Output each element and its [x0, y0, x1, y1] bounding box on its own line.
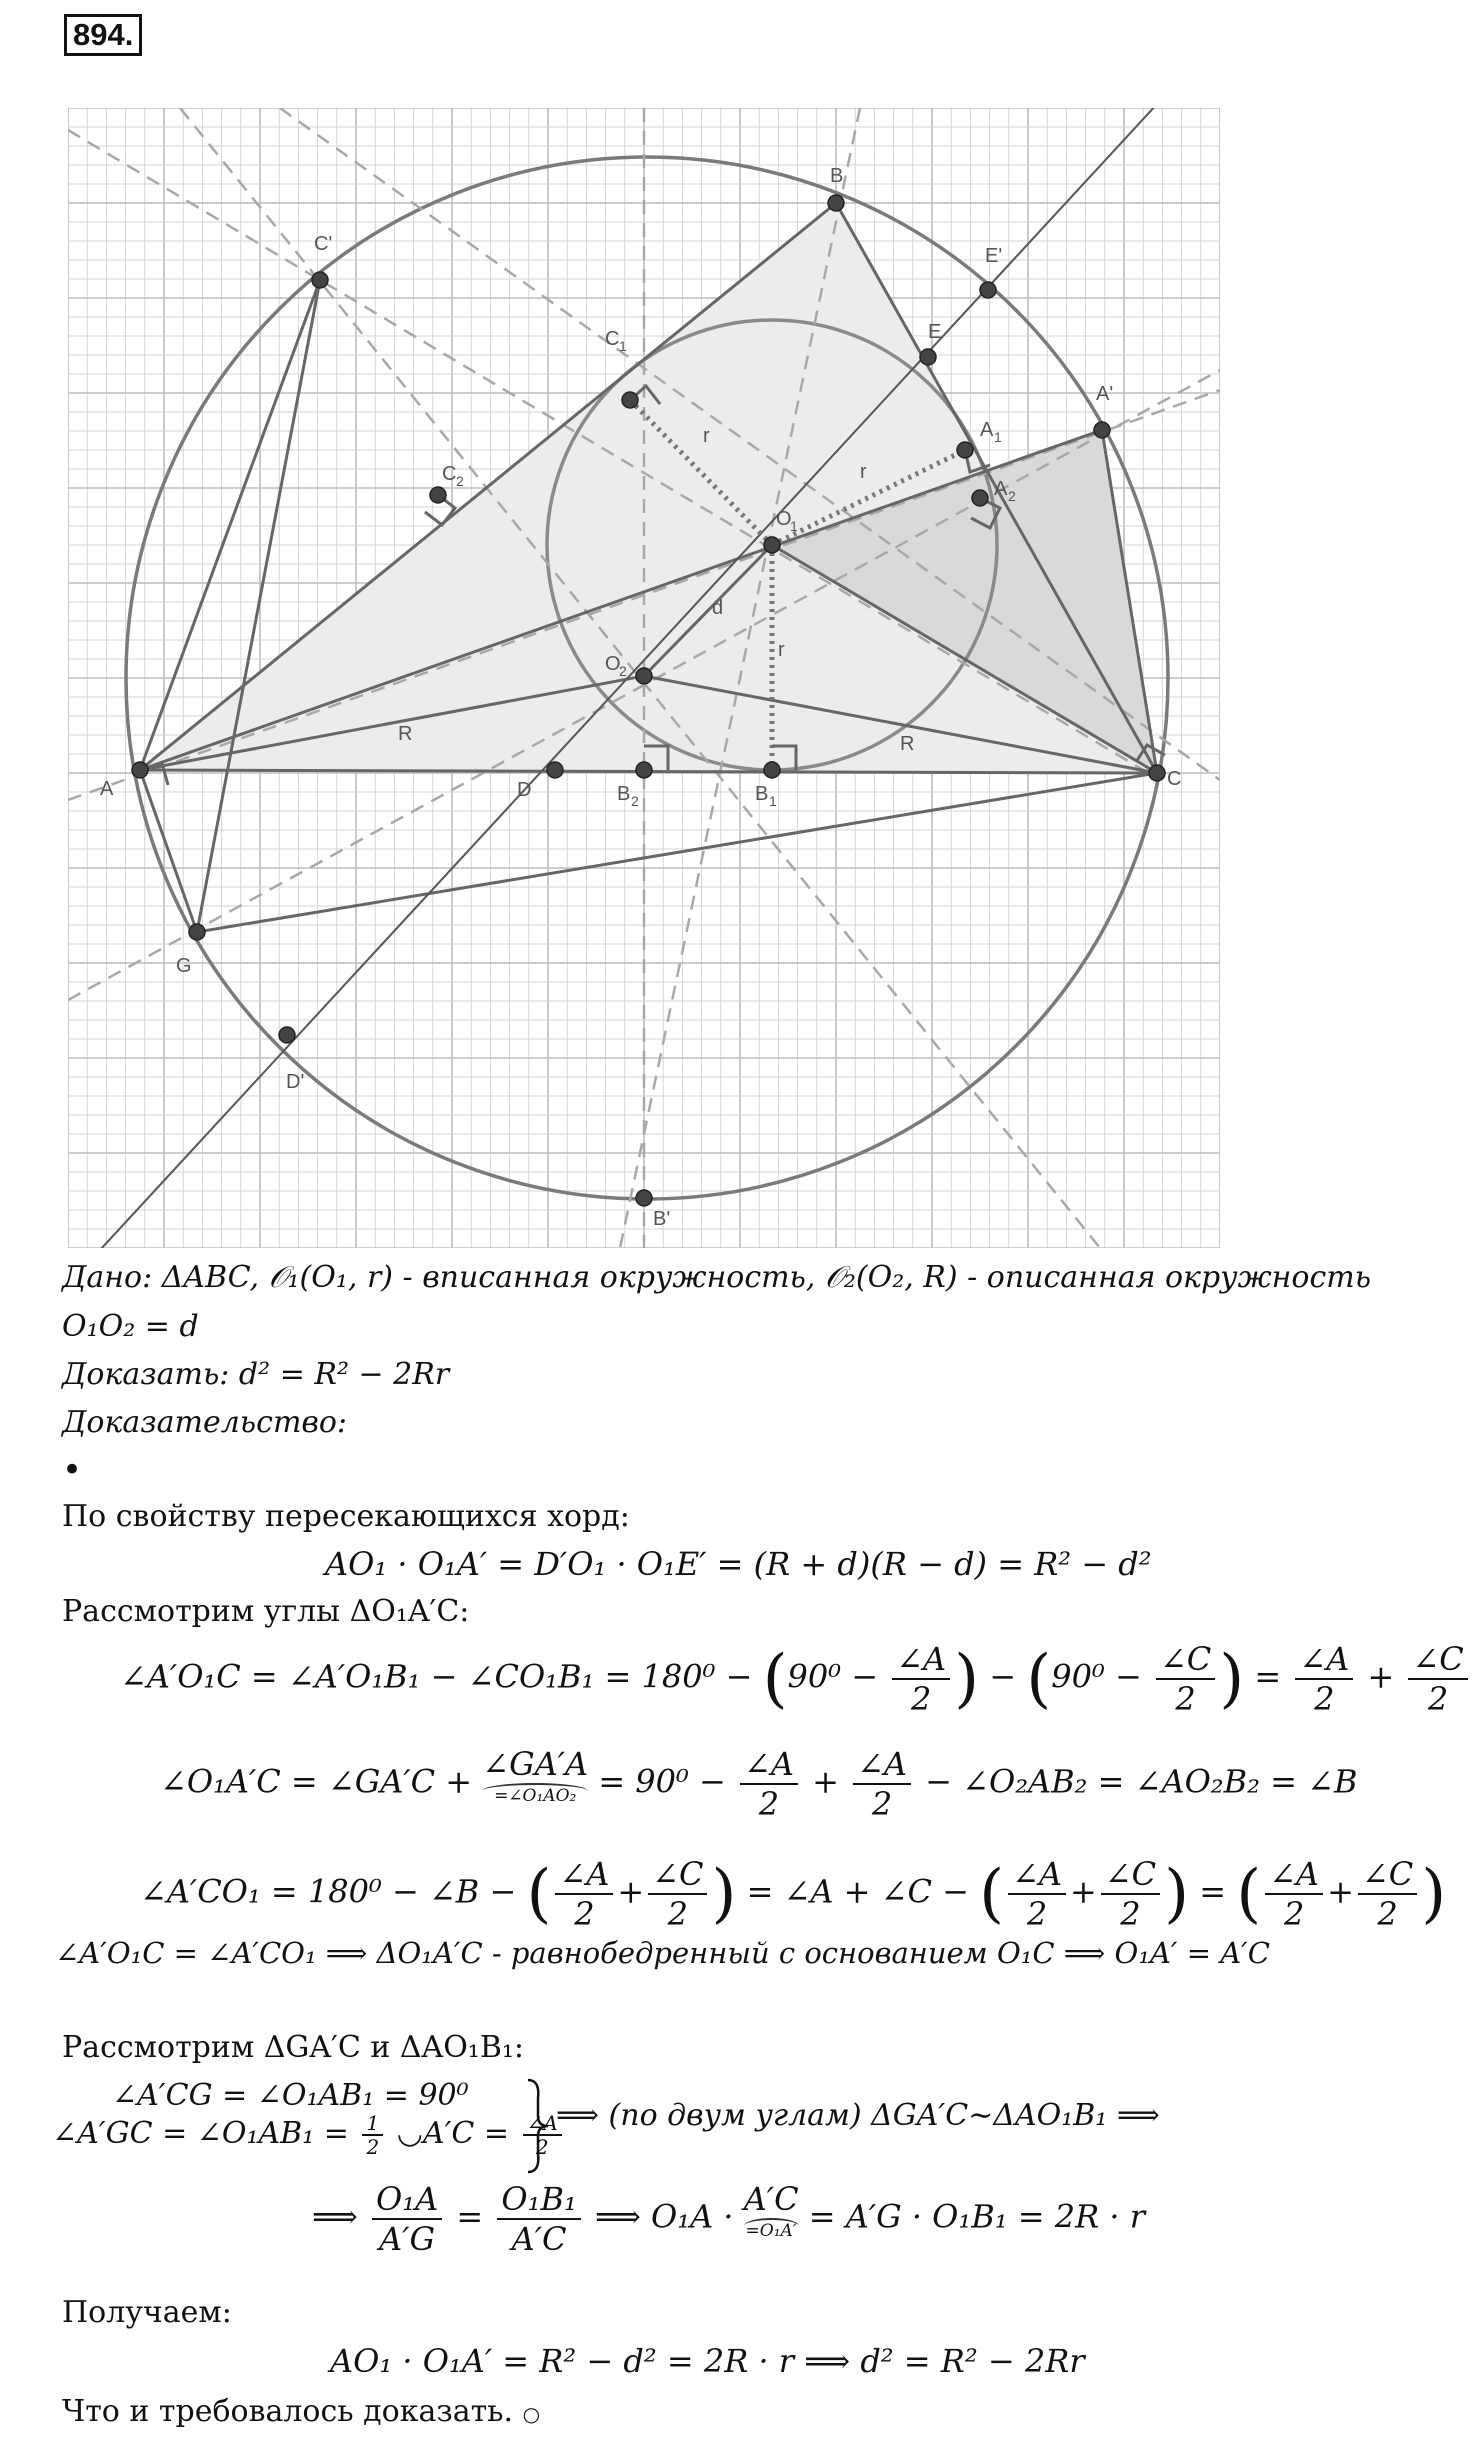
eq3-plus2: + [1069, 1872, 1097, 1911]
eq3-plus3: + [1327, 1872, 1354, 1911]
final-equation: AO₁ · O₁A′ = R² − d² = 2R · r ⟹ d² = R² − 2Rr [330, 2342, 1085, 2380]
eq1-equals: = [1254, 1657, 1282, 1696]
eq2-frac2-num: ∠A [853, 1745, 911, 1785]
point-e [920, 349, 936, 365]
ratio-frac1-num: O₁A [372, 2180, 442, 2220]
eq3-frac3-num: ∠A [1008, 1855, 1066, 1895]
label-b2-sub: 2 [631, 793, 639, 809]
point-a2 [972, 490, 988, 506]
ratio-frac1-den: A′G [379, 2220, 436, 2258]
point-d [547, 762, 563, 778]
obtain-line: Получаем: [62, 2295, 232, 2330]
qed-mark: ○ [522, 2402, 541, 2426]
system-line-1: ∠A′CG = ∠O₁AB₁ = 90⁰ [112, 2078, 469, 2113]
eq1-mid2: 90⁰ − [1051, 1657, 1142, 1696]
eq2-frac2-den: 2 [871, 1785, 893, 1823]
equation-2 [160, 1745, 1357, 1823]
consider-angles-line: Рассмотрим углы ΔO₁A′C: [62, 1594, 470, 1629]
eq2-note: =∠O₁AO₂ [482, 1783, 588, 1805]
eq1-frac1-num: ∠A [892, 1640, 950, 1680]
eq3-left: ∠A′CO₁ = 180⁰ − ∠B − [140, 1872, 517, 1911]
label-b: B [830, 165, 844, 187]
label-c1-sub: 1 [619, 338, 627, 354]
sys2-half-den: 2 [366, 2135, 380, 2159]
eq2-plus: + [812, 1762, 839, 1801]
eq3-frac4-num: ∠C [1101, 1855, 1160, 1895]
equation-1: ∠A′O₁C = ∠A′O₁B₁ − ∠CO₁B₁ = 180⁰ − (90⁰ − $\frac{\angle A}{2}$ ) − (90⁰ − $\frac{\angle C}{2}$ ) = $\frac{\angle A}{2}$ + $\frac{\angle C}{2}$ [120, 1640, 1472, 1718]
sys2-frac-den: 2 [535, 2135, 549, 2159]
proof-heading: Доказательство: [62, 1405, 348, 1440]
label-b2: B [617, 783, 631, 805]
eq3-frac2-den: 2 [667, 1895, 688, 1933]
label-a2-sub: 2 [1008, 488, 1016, 504]
eq3-frac2-num: ∠C [648, 1855, 707, 1895]
label-b1-sub: 1 [769, 793, 777, 809]
label-d-prime: D' [286, 1071, 305, 1093]
bullet: • [62, 1450, 83, 1490]
chords-equation: AO₁ · O₁A′ = D′O₁ · O₁E′ = (R + d)(R − d) = R² − d² [325, 1545, 1152, 1583]
label-a-prime: A' [1096, 383, 1114, 405]
eq2-mid: = 90⁰ − [598, 1762, 726, 1801]
ratio-note: =O₁A′ [744, 2218, 799, 2240]
system-brace [526, 2078, 550, 2174]
label-o2-sub: 2 [619, 663, 627, 679]
ratio-equals: = [456, 2197, 484, 2236]
eq3-frac6-num: ∠C [1358, 1855, 1417, 1895]
label-r-big-left: R [398, 723, 413, 745]
point-a1 [957, 442, 973, 458]
eq1-plus: + [1367, 1657, 1395, 1696]
eq3-equals: = [1199, 1872, 1227, 1911]
qed-line [62, 2392, 540, 2434]
problem-number: 894. [64, 14, 142, 56]
label-b-prime: B' [653, 1208, 671, 1230]
label-r-big-right: R [900, 733, 915, 755]
label-c1: C [605, 328, 620, 350]
eq3-frac4-den: 2 [1120, 1895, 1141, 1933]
label-d: D [517, 779, 532, 801]
point-o2 [636, 668, 652, 684]
point-c [1149, 765, 1165, 781]
ratio-equation [312, 2180, 1145, 2258]
eq3-frac1-den: 2 [574, 1895, 595, 1933]
label-g: G [176, 955, 192, 977]
label-a2: A [994, 478, 1008, 500]
eq2-frac1-num: ∠A [740, 1745, 798, 1785]
point-c-prime [312, 272, 328, 288]
label-r-small-1: r [703, 425, 710, 447]
qed-text: Что и требовалось доказать. [62, 2394, 514, 2429]
given-line-2: O₁O₂ = d [62, 1309, 199, 1344]
eq1-mid1: 90⁰ − [787, 1657, 879, 1696]
consider-triangles-line: Рассмотрим ΔGA′C и ΔAO₁B₁: [62, 2030, 524, 2065]
label-r-small-3: r [778, 639, 785, 661]
label-a1-sub: 1 [994, 429, 1002, 445]
eq3-mid: = ∠A + ∠C − [746, 1872, 969, 1911]
point-b1 [764, 762, 780, 778]
label-c2: C [442, 463, 457, 485]
eq2-under: ∠GA′A [482, 1745, 589, 1783]
label-c2-sub: 2 [456, 473, 464, 489]
eq3-frac1-num: ∠A [555, 1855, 613, 1895]
eq1-left: ∠A′O₁C = ∠A′O₁B₁ − ∠CO₁B₁ = 180⁰ − [120, 1657, 753, 1696]
eq3-frac3-den: 2 [1026, 1895, 1048, 1933]
point-b-prime [636, 1190, 652, 1206]
chords-line: По свойству пересекающихся хорд: [62, 1499, 630, 1534]
ratio-mid: ⟹ O₁A · [594, 2197, 734, 2236]
label-e: E [928, 321, 942, 343]
eq3-plus1: + [617, 1872, 645, 1911]
point-c1 [622, 392, 638, 408]
eq2-left: ∠O₁A′C = ∠GA′C + [160, 1762, 473, 1801]
point-e-prime [980, 282, 996, 298]
eq2-right: − ∠O₂AB₂ = ∠AO₂B₂ = ∠B [925, 1762, 1358, 1801]
eq1-frac1-den: 2 [911, 1680, 932, 1718]
system-line-2 [52, 2112, 566, 2158]
prove-line: Доказать: d² = R² − 2Rr [62, 1357, 450, 1392]
point-a-prime [1094, 422, 1110, 438]
point-a [132, 762, 148, 778]
point-b2 [636, 762, 652, 778]
sys2-left: ∠A′GC = ∠O₁AB₁ = [52, 2116, 349, 2151]
label-d-distance: d [712, 597, 724, 619]
sys2-half-num: 1 [362, 2112, 383, 2136]
label-o2: O [605, 653, 621, 675]
ratio-start: ⟹ [312, 2197, 358, 2236]
label-c: C [1167, 768, 1182, 790]
eq1-frac2-den: 2 [1175, 1680, 1196, 1718]
eq1-frac3-den: 2 [1314, 1680, 1335, 1718]
eq2-frac1-den: 2 [758, 1785, 780, 1823]
label-a1: A [980, 419, 994, 441]
point-o1 [764, 537, 780, 553]
ratio-end: = A′G · O₁B₁ = 2R · r [808, 2197, 1145, 2236]
given-line: Дано: ΔABC, 𝒪₁(O₁, r) - вписанная окружность, 𝒪₂(O₂, R) - описанная окружность [62, 1260, 1372, 1295]
label-c-prime: C' [314, 233, 333, 255]
sys2-arc: ◡A′C = [396, 2116, 510, 2151]
eq3-frac5-num: ∠A [1265, 1855, 1323, 1895]
label-b1: B [755, 783, 769, 805]
label-e-prime: E' [985, 245, 1003, 267]
geometry-figure [60, 100, 1220, 1250]
point-b [828, 195, 844, 211]
equation-4: ∠A′O₁C = ∠A′CO₁ ⟹ ΔO₁A′C - равнобедренный с основанием O₁C ⟹ O₁A′ = A′C [55, 1936, 1270, 1970]
equation-3: ∠A′CO₁ = 180⁰ − ∠B − ( $\frac{\angle A}{2}$ + $\frac{\angle C}{2}$ ) = ∠A + ∠C − ( $\frac{\angle A}{2}$ + $\frac{\angle C}{2}$ ) = ( $\frac{\angle A}{2}$ + $\frac{\angle C}{2}$ ) [140, 1855, 1447, 1933]
eq1-frac3-num: ∠A [1295, 1640, 1353, 1680]
eq3-frac6-den: 2 [1377, 1895, 1398, 1933]
eq1-frac4-num: ∠C [1408, 1640, 1467, 1680]
ratio-under: A′C [743, 2180, 799, 2218]
point-d-prime [279, 1027, 295, 1043]
system-conclusion: ⟹ (по двум углам) ΔGA′C∼ΔAO₁B₁ ⟹ [556, 2098, 1160, 2133]
label-a: A [100, 778, 114, 800]
label-o1-sub: 1 [790, 518, 798, 534]
label-r-small-2: r [860, 461, 867, 483]
ratio-frac2-den: A′C [511, 2220, 567, 2258]
eq1-frac2-num: ∠C [1156, 1640, 1215, 1680]
point-g [189, 924, 205, 940]
eq1-minus: − [989, 1657, 1017, 1696]
point-c2 [430, 487, 446, 503]
label-o1: O [776, 508, 792, 530]
sys2-frac-num: ∠A [523, 2112, 562, 2136]
ratio-frac2-num: O₁B₁ [497, 2180, 580, 2220]
eq1-frac4-den: 2 [1427, 1680, 1449, 1718]
eq3-frac5-den: 2 [1283, 1895, 1305, 1933]
